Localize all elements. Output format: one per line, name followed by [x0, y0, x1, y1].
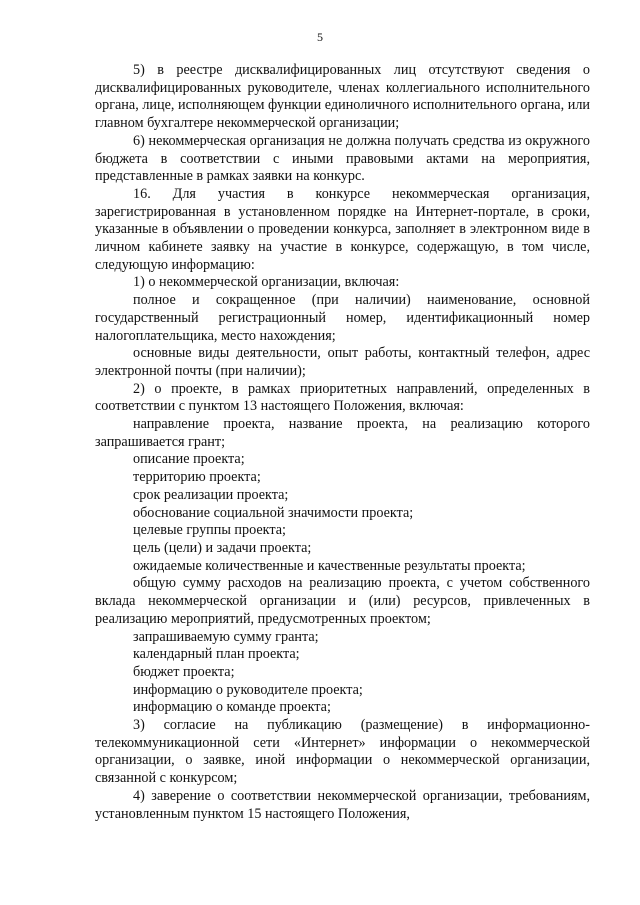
- paragraph-project-territory: территорию проекта;: [133, 469, 261, 486]
- paragraph-project-target-groups: целевые группы проекта;: [133, 522, 286, 539]
- paragraph-item-6: 6) некоммерческая организация не должна получать средства из окружного бюджета в соответствии с иными правовыми актами на мероприятия, представленные в рамках заявки на конкурс.: [95, 132, 590, 185]
- paragraph-org-name: полное и сокращенное (при наличии) наименование, основной государственный регистрационный номер, идентификационный номер налогоплательщика, место нахождения;: [95, 292, 590, 344]
- paragraph-project-team: информацию о команде проекта;: [133, 699, 331, 716]
- paragraph-section-16: 16. Для участия в конкурсе некоммерческая организация, зарегистрированная в установленном порядке на Интернет-портале, в сроки, указанные в объявлении о проведении конкурса, заполняет в электронном виде в личном кабинете заявку на участие в конкурсе, содержащую, в том числе, следующую информацию:: [95, 185, 590, 273]
- paragraph-subitem-3: 3) согласие на публикацию (размещение) в информационно-телекоммуникационной сети «Интернет» информации о некоммерческой организации, о заявке, иной информации о некоммерческой организации, связанной с конкурсом;: [95, 717, 590, 787]
- paragraph-project-results: ожидаемые количественные и качественные результаты проекта;: [133, 557, 526, 574]
- paragraph-project-goals: цель (цели) и задачи проекта;: [133, 539, 312, 556]
- paragraph-subitem-4: 4) заверение о соответствии некоммерческой организации, требованиям, установленным пунктом 15 настоящего Положения,: [95, 787, 590, 822]
- paragraph-project-budget: бюджет проекта;: [133, 663, 235, 680]
- page-number: 5: [317, 30, 323, 44]
- paragraph-calendar-plan: календарный план проекта;: [133, 646, 300, 663]
- paragraph-item-5: 5) в реестре дисквалифицированных лиц отсутствуют сведения о дисквалифицированных руководителе, членах коллегиального исполнительного органа, лице, исполняющем функции единоличного исполнительного органа, или главном бухгалтере некоммерческой организации;: [95, 62, 590, 132]
- paragraph-project-significance: обоснование социальной значимости проекта;: [133, 504, 414, 521]
- document-body: [95, 62, 590, 823]
- paragraph-subitem-1: 1) о некоммерческой организации, включая:: [133, 274, 400, 291]
- paragraph-grant-amount: запрашиваемую сумму гранта;: [133, 628, 319, 645]
- paragraph-project-leader: информацию о руководителе проекта;: [133, 681, 363, 698]
- paragraph-subitem-2: 2) о проекте, в рамках приоритетных направлений, определенных в соответствии с пунктом 13 настоящего Положения, включая:: [95, 380, 590, 415]
- paragraph-project-term: срок реализации проекта;: [133, 486, 289, 503]
- paragraph-project-direction: направление проекта, название проекта, на реализацию которого запрашивается грант;: [95, 416, 590, 450]
- paragraph-project-expenses: общую сумму расходов на реализацию проекта, с учетом собственного вклада некоммерческой организации и (или) ресурсов, привлеченных в реализацию мероприятий, предусмотренных проектом;: [95, 575, 590, 627]
- paragraph-org-activities: основные виды деятельности, опыт работы, контактный телефон, адрес электронной почты (при наличии);: [95, 345, 590, 379]
- paragraph-project-description: описание проекта;: [133, 451, 245, 468]
